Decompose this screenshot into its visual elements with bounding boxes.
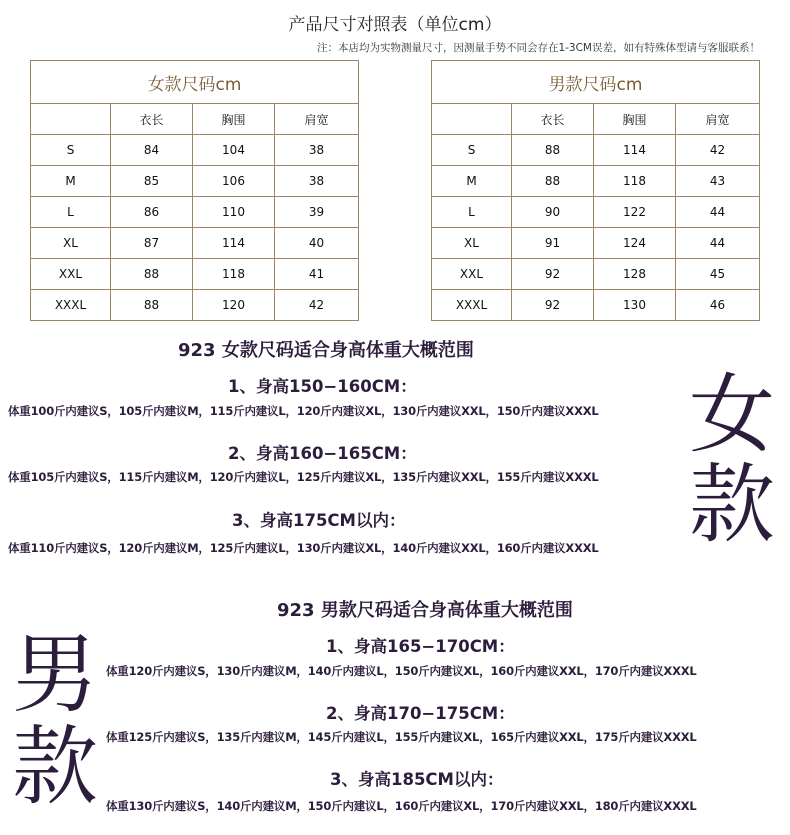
table-cell: 114: [594, 135, 676, 166]
women-guide-subheading: 2、身高160−165CM：: [228, 444, 417, 463]
table-cell: L: [31, 197, 111, 228]
women-guide-line: 体重110斤内建议S，120斤内建议M，125斤内建议L，130斤内建议XL，140斤内建议XXL，160斤内建议XXXL: [8, 541, 599, 555]
table-row: [31, 166, 359, 197]
table-cell: 45: [676, 259, 760, 290]
page-title: 产品尺寸对照表（单位cm）: [288, 15, 502, 35]
table-cell: 128: [594, 259, 676, 290]
women-size-table: [30, 60, 359, 321]
table-cell: 88: [512, 166, 594, 197]
table-cell: XXL: [31, 259, 111, 290]
table-cell: 38: [275, 135, 359, 166]
table-cell: 38: [275, 166, 359, 197]
table-cell: 84: [111, 135, 193, 166]
measurement-note: 注：本店均为实物测量尺寸，因测量手势不同会存在1-3CM误差，如有特殊体型请与客服联系！: [316, 42, 760, 54]
table-header-cell: 肩宽: [676, 104, 760, 135]
table-cell: 124: [594, 228, 676, 259]
table-cell: 42: [275, 290, 359, 321]
men-big-char: 款: [12, 717, 98, 817]
table-cell: XXXL: [432, 290, 512, 321]
table-cell: 87: [111, 228, 193, 259]
men-big-char: 男: [12, 625, 98, 725]
table-cell: 85: [111, 166, 193, 197]
table-header-cell: 衣长: [111, 104, 193, 135]
table-cell: 88: [512, 135, 594, 166]
table-cell: 40: [275, 228, 359, 259]
table-cell: 86: [111, 197, 193, 228]
men-guide-subheading: 3、身高185CM以内：: [330, 770, 504, 789]
table-row: [432, 290, 760, 321]
table-cell: 90: [512, 197, 594, 228]
table-row: [31, 259, 359, 290]
table-cell: S: [31, 135, 111, 166]
women-guide-subheading: 1、身高150−160CM：: [228, 377, 417, 396]
table-row: [31, 135, 359, 166]
men-guide-line: 体重120斤内建议S，130斤内建议M，140斤内建议L，150斤内建议XL，160斤内建议XXL，170斤内建议XXXL: [106, 664, 697, 678]
table-header-cell: [31, 104, 111, 135]
table-cell: 106: [193, 166, 275, 197]
women-big-char: 女: [689, 365, 775, 465]
men-table-caption: 男款尺码cm: [432, 61, 760, 104]
table-row: [432, 197, 760, 228]
table-cell: XXXL: [31, 290, 111, 321]
table-header-cell: [432, 104, 512, 135]
table-cell: L: [432, 197, 512, 228]
table-header-cell: 衣长: [512, 104, 594, 135]
men-guide-subheading: 1、身高165−170CM：: [326, 637, 515, 656]
table-cell: 43: [676, 166, 760, 197]
table-row: [31, 290, 359, 321]
table-cell: 118: [193, 259, 275, 290]
women-guide-subheading: 3、身高175CM以内：: [232, 511, 406, 530]
men-guide-subheading: 2、身高170−175CM：: [326, 704, 515, 723]
table-cell: 114: [193, 228, 275, 259]
men-guide-heading: 923 男款尺码适合身高体重大概范围: [277, 600, 573, 621]
table-row: [432, 259, 760, 290]
women-guide-heading: 923 女款尺码适合身高体重大概范围: [178, 340, 474, 361]
table-cell: 92: [512, 290, 594, 321]
table-cell: 42: [676, 135, 760, 166]
table-header-cell: 胸围: [594, 104, 676, 135]
table-cell: 110: [193, 197, 275, 228]
table-cell: XXL: [432, 259, 512, 290]
women-guide-line: 体重100斤内建议S，105斤内建议M，115斤内建议L，120斤内建议XL，130斤内建议XXL，150斤内建议XXXL: [8, 404, 599, 418]
table-cell: 104: [193, 135, 275, 166]
men-guide-line: 体重130斤内建议S，140斤内建议M，150斤内建议L，160斤内建议XL，170斤内建议XXL，180斤内建议XXXL: [106, 799, 697, 813]
table-row: [31, 228, 359, 259]
table-cell: 39: [275, 197, 359, 228]
table-cell: 41: [275, 259, 359, 290]
table-cell: 92: [512, 259, 594, 290]
table-cell: 44: [676, 228, 760, 259]
men-guide-line: 体重125斤内建议S，135斤内建议M，145斤内建议L，155斤内建议XL，165斤内建议XXL，175斤内建议XXXL: [106, 730, 697, 744]
table-cell: 44: [676, 197, 760, 228]
women-big-char: 款: [689, 455, 775, 555]
women-table-caption: 女款尺码cm: [31, 61, 359, 104]
table-cell: 88: [111, 290, 193, 321]
table-row: [432, 135, 760, 166]
table-cell: 120: [193, 290, 275, 321]
table-header-cell: 胸围: [193, 104, 275, 135]
table-cell: M: [432, 166, 512, 197]
women-guide-line: 体重105斤内建议S，115斤内建议M，120斤内建议L，125斤内建议XL，135斤内建议XXL，155斤内建议XXXL: [8, 470, 599, 484]
table-cell: 118: [594, 166, 676, 197]
table-cell: M: [31, 166, 111, 197]
table-row: [31, 197, 359, 228]
table-cell: XL: [31, 228, 111, 259]
table-cell: XL: [432, 228, 512, 259]
table-cell: 91: [512, 228, 594, 259]
table-header-cell: 肩宽: [275, 104, 359, 135]
table-cell: 88: [111, 259, 193, 290]
table-cell: 130: [594, 290, 676, 321]
men-size-table: [431, 60, 760, 321]
table-cell: S: [432, 135, 512, 166]
table-cell: 122: [594, 197, 676, 228]
table-row: [432, 228, 760, 259]
table-row: [432, 166, 760, 197]
table-cell: 46: [676, 290, 760, 321]
